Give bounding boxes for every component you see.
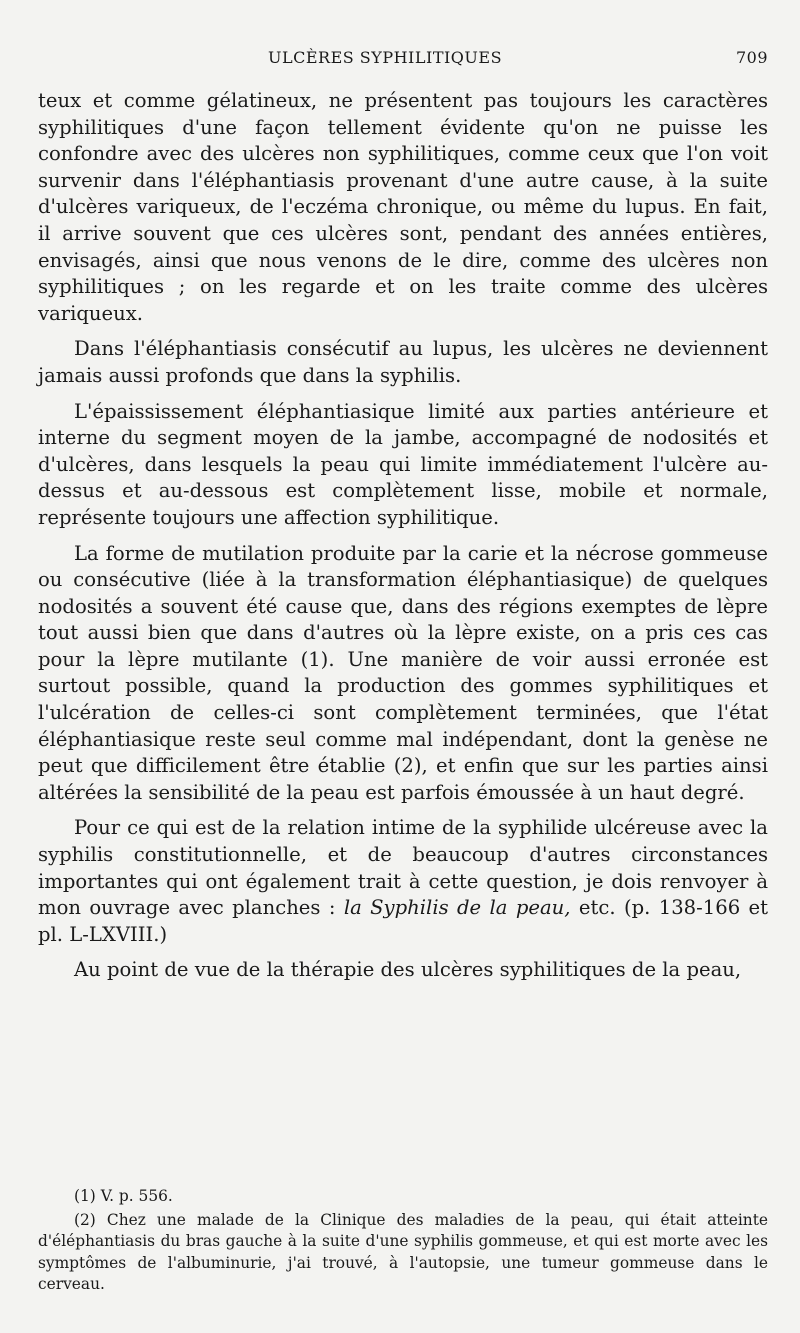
paragraph-2: Dans l'éléphantiasis consécutif au lupus, les ulcères ne deviennent jamais aussi profonds que dans la syphilis. [38,337,768,387]
paragraph-5 [38,815,768,948]
footnotes [38,1186,768,1296]
footnote-1: (1) V. p. 556. [74,1187,173,1205]
paragraph-5-end: etc. (p. 138-166 et pl. L-LXVIII.) [38,896,768,946]
footnote-2: (2) Chez une malade de la Clinique des maladies de la peau, qui était atteinte d'éléphantiasis du bras gauche à la suite d'une syphilis gommeuse, et qui est morte avec les symptômes de l'albuminurie, j'ai trouvé, à l'autopsie, une tumeur gommeuse dans le cerveau. [38,1210,768,1293]
running-head [38,48,768,72]
paragraph-6: Au point de vue de la thérapie des ulcères syphilitiques de la peau, [74,958,742,982]
page-number: 709 [735,48,768,67]
paragraph-3: L'épaississement éléphantiasique limité aux parties antérieure et interne du segment moyen de la jambe, accompagné de nodosités et d'ulcères, dans lesquels la peau qui limite immédiatement l'ulcère au-dessus et au-dessous est complètement lisse, mobile et normale, représente toujours une affection syphilitique. [38,399,768,529]
paragraph-1: teux et comme gélatineux, ne présentent pas toujours les caractères syphilitiques d'une façon tellement évidente qu'on ne puisse les confondre avec des ulcères non syphilitiques, comme ceux que l'on voit survenir dans l'éléphantiasis provenant d'une autre cause, à la suite d'ulcères variqueux, de l'eczéma chronique, ou même du lupus. En fait, il arrive souvent que ces ulcères sont, pendant des années entières, envisagés, ainsi que nous venons de le dire, comme des ulcères non syphilitiques ; on les regarde et on les traite comme des ulcères variqueux. [38,89,768,325]
book-title-reference: la Syphilis de la peau, [343,896,571,920]
body-text [38,88,768,993]
paragraph-4: La forme de mutilation produite par la carie et la nécrose gommeuse ou consécutive (liée à la transformation éléphantiasique) de quelques nodosités a souvent été cause que, dans des régions exemptes de lèpre tout aussi bien que dans d'autres où la lèpre existe, on a pris ces cas pour la lèpre mutilante (1). Une manière de voir aussi erronée est surtout possible, quand la production des gommes syphilitiques et l'ulcération de celles-ci sont complètement terminées, que l'état éléphantiasique reste seul comme mal indépendant, dont la genèse ne peut que difficilement être établie (2), et enfin que sur les parties ainsi altérées la sensibilité de la peau est parfois émoussée à un haut degré. [38,541,768,804]
running-title: ULCÈRES SYPHILITIQUES [268,48,503,67]
paragraph-5-start: Pour ce qui est de la relation intime de la syphilide ulcéreuse avec la syphilis constitutionnelle, et de beaucoup d'autres circonstances importantes qui ont également trait à cette question, je dois renvoyer à mon ouvrage avec planches : [38,816,768,920]
